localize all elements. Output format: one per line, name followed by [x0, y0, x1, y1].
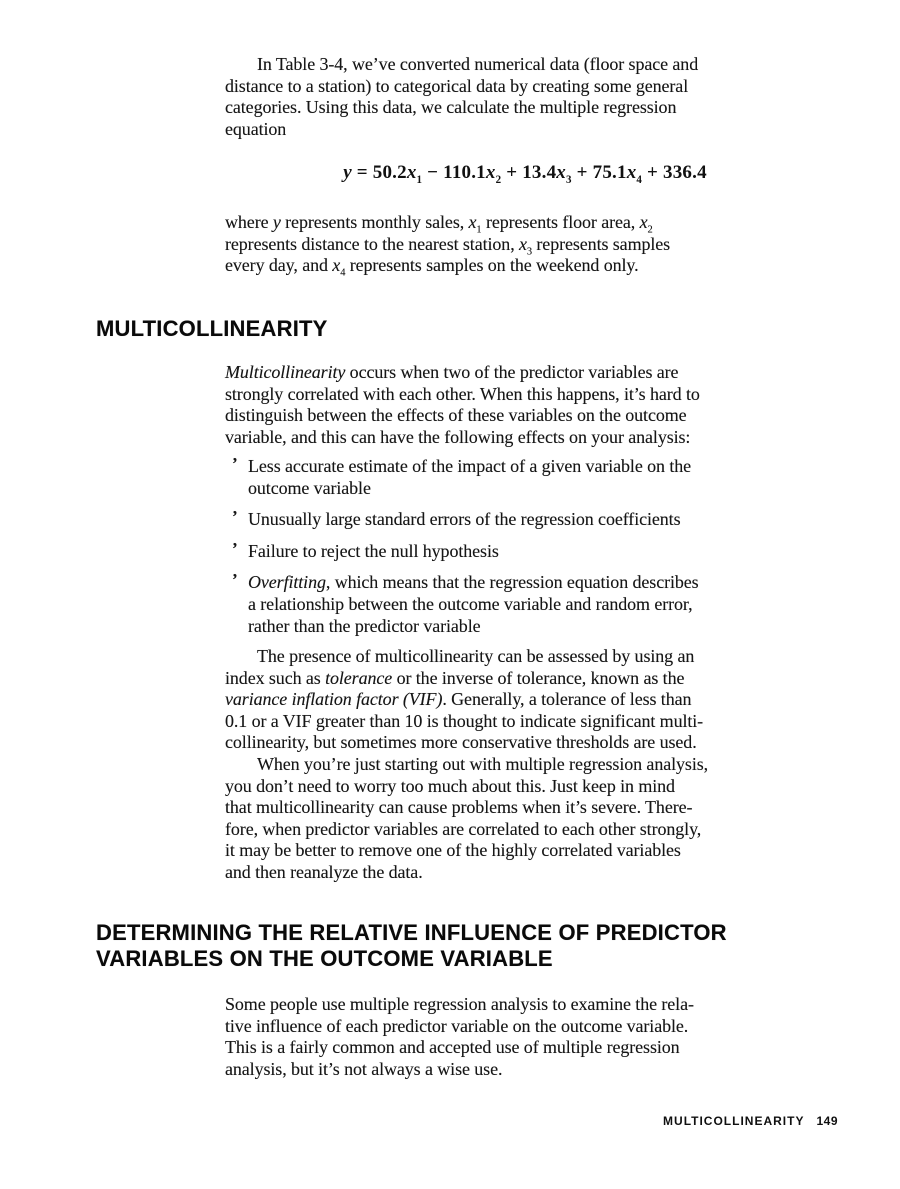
where-paragraph: where y represents monthly sales, $x_1$ represents floor area, $x_2$ represents distance to the nearest station, $x_3$ represents samples every day, and $x_4$ represents samples on the weekend only. [225, 212, 671, 279]
bullet-marker: ’ [232, 538, 238, 558]
assessment-paragraph: The presence of multicollinearity can be assessed by using an index such as tolerance or the inverse of tolerance, known as the variance inflation factor (VIF). Generally, a tolerance of less than 0.1 or a VIF greater than 10 is thought to indicate significant multi- collinearity, but sometimes more conservative thresholds are used. [225, 646, 704, 753]
regression-equation: $y = 50.2x_1 - 110.1x_2 + 13.4x_3 + 75.1x_4 + 336.4$ [343, 162, 707, 186]
page-number: 149 [816, 1114, 838, 1128]
bullet-item [225, 538, 865, 563]
bullet-item [225, 456, 865, 499]
intro-paragraph: In Table 3-4, we’ve converted numerical data (floor space and distance to a station) to categorical data by creating some general categories. Using this data, we calculate the multiple regression equation [225, 54, 699, 139]
section-heading-multicollinearity: MULTICOLLINEARITY [96, 316, 328, 341]
bullet-marker: ’ [232, 507, 238, 527]
bullet-marker: ’ [232, 570, 238, 590]
bullet-item [225, 572, 865, 637]
running-head: MULTICOLLINEARITY [663, 1114, 805, 1128]
bullet-marker: ’ [232, 454, 238, 473]
effects-bullet-list [225, 456, 865, 637]
body-paragraph-group [225, 646, 865, 884]
bullet-text: Less accurate estimate of the impact of a given variable on the outcome variable [248, 456, 692, 498]
bullet-text: Unusually large standard errors of the regression coefficients [248, 509, 681, 530]
usage-paragraph: Some people use multiple regression analysis to examine the rela- tive influence of each predictor variable on the outcome variable. This is a fairly common and accepted use of multiple regression analysis, but it’s not always a wise use. [225, 994, 694, 1079]
advice-paragraph: When you’re just starting out with multiple regression analysis, you don’t need to worry too much about this. Just keep in mind that multicollinearity can cause problems when it’s severe. There- fore, when predictor variables are correlated to each other strongly, it may be better to remove one of the highly correlated variables and then reanalyze the data. [225, 753, 709, 882]
section-heading-determining: DETERMINING THE RELATIVE INFLUENCE OF PREDICTOR VARIABLES ON THE OUTCOME VARIABLE [96, 920, 727, 971]
definition-paragraph: Multicollinearity occurs when two of the predictor variables are strongly correlated with each other. When this happens, it’s hard to distinguish between the effects of these variables on the outcome variable, and this can have the following effects on your analysis: [225, 362, 700, 447]
bullet-text: Failure to reject the null hypothesis [248, 540, 499, 561]
page-footer [663, 1114, 838, 1128]
bullet-item [225, 509, 865, 531]
bullet-text: Overfitting, which means that the regression equation describes a relationship between the outcome variable and random error, rather than the predictor variable [248, 572, 699, 636]
